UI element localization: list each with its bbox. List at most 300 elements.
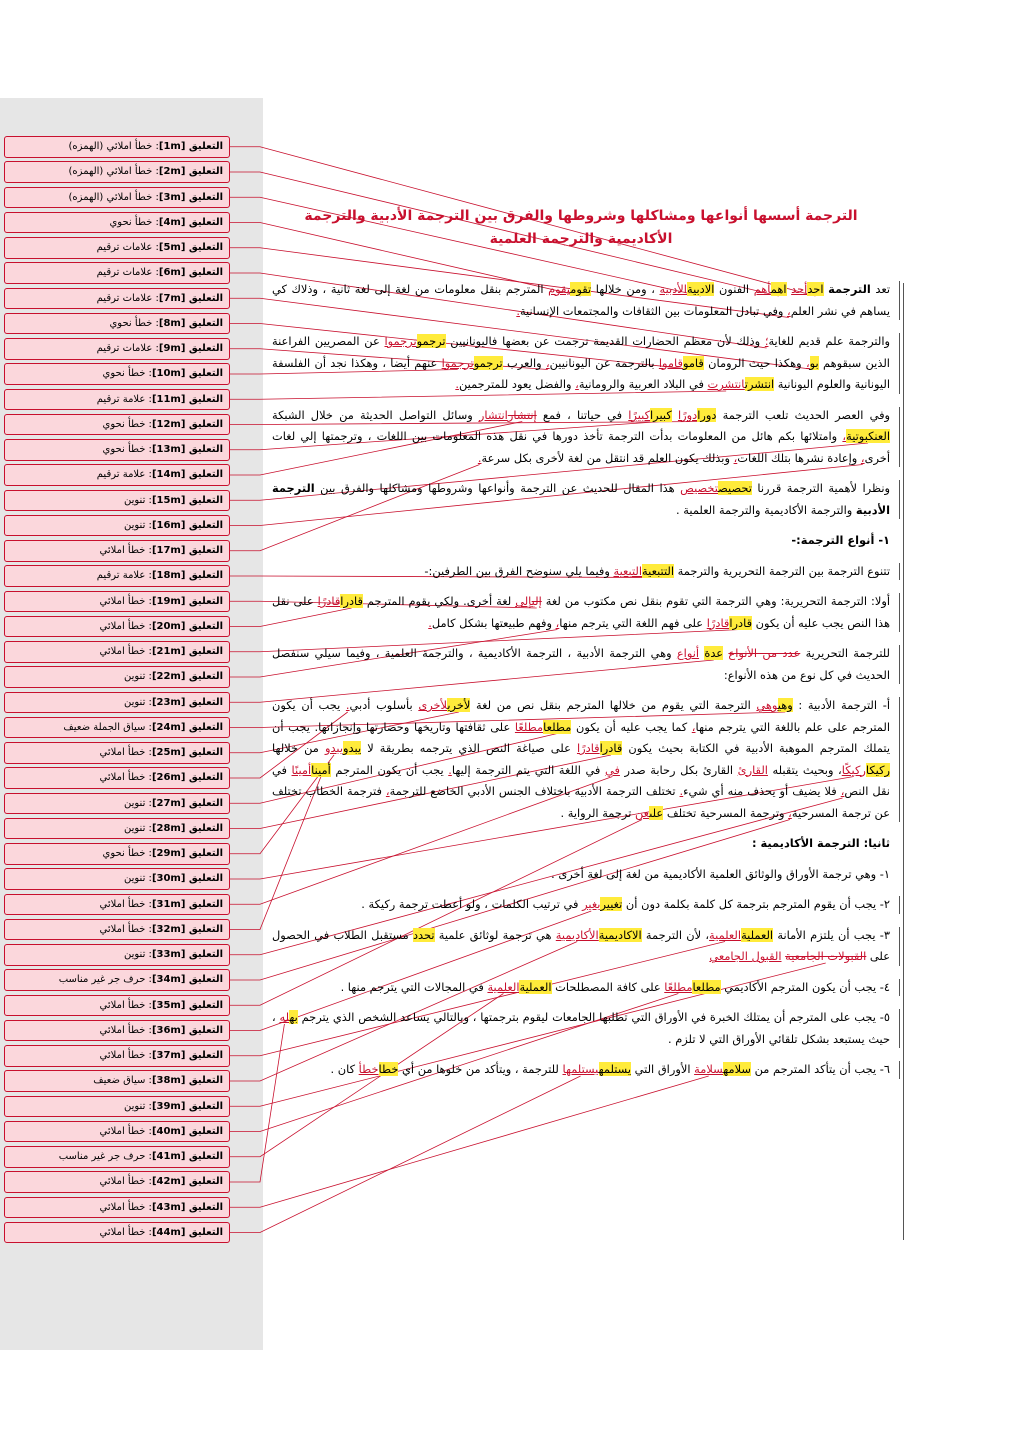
highlighted-word: دورا [697, 407, 717, 422]
inserted-text: انتشار [478, 407, 508, 422]
text-run: وامتلائها بكم هائل من المعلومات بدأت الترجمة تأخذ دورها في نقل هذه المعلومات بين اللغات ، وترجمتها إلي لغات أخرى [272, 429, 890, 465]
highlighted-word: به [289, 1010, 298, 1024]
comment-label: التعليق [19m] [151, 595, 223, 607]
inserted-text: العلمية [487, 979, 520, 994]
deleted-text: إنتشار [507, 407, 537, 422]
inserted-text: التبعية [613, 563, 643, 578]
text-run: وذلك لأن معظم الحضارات القديمة ترجمت عن بعضها فاليونانيين [445, 334, 765, 348]
comment-note: سياق ضعيف [93, 1075, 146, 1087]
comment-separator: : [145, 595, 152, 607]
comment-label: التعليق [43m] [151, 1201, 223, 1213]
inserted-text: قاموا [658, 355, 683, 370]
comment-balloon[interactable] [4, 212, 230, 234]
comment-separator: : [145, 469, 152, 481]
inserted-text: سلامة [694, 1062, 724, 1076]
comment-separator: : [145, 797, 152, 809]
comment-separator: : [145, 1075, 152, 1087]
body-paragraph [272, 925, 890, 968]
comment-separator: : [145, 671, 152, 683]
inserted-text: ، [733, 450, 738, 465]
comment-balloon[interactable] [4, 262, 230, 284]
text-run: ونظرا لأهمية الترجمة قررنا [751, 481, 890, 495]
comment-note: علامة ترقيم [96, 570, 146, 582]
text-run: ٢- يجب أن يقوم المترجم بترجمة كل كلمة بكلمة دون أن [622, 897, 890, 911]
text-run: على ثقافتها وتاريخها وحضارتها وإنجازاتها. يجب أن يتملك المترجم الموهبة الأدبية في الكتابة بحيث يكون [272, 719, 890, 755]
text-run: المترجم بنقل معلومات من لغة إلى لغة ثانية ، وذلاك كي يساهم في نشر العلم [272, 282, 890, 318]
comment-label: التعليق [11m] [151, 393, 223, 405]
highlighted-word: يستلمه [598, 1062, 632, 1076]
text-run: ١- أنواع الترجمة:- [791, 533, 890, 547]
inserted-text: . [428, 615, 432, 630]
inserted-text: ، [805, 355, 810, 370]
highlighted-word: الاكاديمية [598, 927, 642, 942]
inserted-text: أحد [791, 282, 808, 296]
comment-balloon[interactable] [4, 161, 230, 183]
deleted-text: إلي [531, 594, 542, 608]
highlighted-word: قامو [682, 355, 704, 370]
comment-label: التعليق [15m] [151, 494, 223, 506]
comment-label: التعليق [23m] [151, 696, 223, 708]
comment-connector [230, 1076, 709, 1207]
text-run: ٣- يجب أن يلتزم الأمانة [773, 927, 890, 942]
body-paragraph [272, 561, 890, 583]
text-run: على كافة المصطلحات [551, 979, 665, 994]
comment-connector [230, 1076, 581, 1233]
text-run: في ترتيب الكلمات ، ولو أعطت ترجمة ركيكة . [361, 897, 583, 911]
text-run: تختلف الترجمة الأدبية باختلاف الجنس الأدبي الخاضع للترجمة [389, 784, 680, 798]
highlighted-word: احد [807, 282, 824, 296]
comment-label: التعليق [42m] [151, 1176, 223, 1188]
comment-label: التعليق [35m] [151, 999, 223, 1011]
text-run: لغة أخرى. ولكي يقوم المترجم [362, 594, 516, 608]
inserted-text: عن [635, 805, 650, 820]
text-run: وفي العصر الحديث تلعب الترجمة [716, 407, 891, 422]
comment-separator: : [145, 444, 152, 455]
comment-note: تنوين [124, 519, 146, 531]
comment-note: سياق الجملة ضعيف [63, 721, 146, 733]
comment-note: علامات ترقيم [96, 267, 153, 279]
inserted-text: يغير [582, 897, 601, 911]
text-run: والترجمة الأكاديمية والترجمة العلمية . [676, 502, 856, 517]
highlighted-word: تحصيص [718, 481, 752, 495]
comment-balloon[interactable] [4, 288, 230, 310]
comment-label: التعليق [1m] [158, 141, 223, 152]
comment-note: خطأ املائي [99, 898, 146, 910]
highlighted-word: سلامه [723, 1062, 751, 1076]
inserted-text: الأدبية [659, 282, 687, 296]
comment-balloon[interactable] [4, 1171, 230, 1193]
comment-balloon[interactable] [4, 767, 230, 789]
inserted-text: كبيرًا [628, 407, 651, 422]
text-run: وبذلك يكون العلم قد انتقل من لغة لأخرى بكل سرعة [481, 450, 734, 465]
document-body [272, 205, 890, 1090]
deleted-text: عدد من الأنواع [728, 646, 801, 660]
comment-separator: : [145, 1201, 152, 1213]
comment-balloon[interactable] [4, 565, 230, 587]
text-run: للترجمة التحريرية [800, 646, 890, 660]
inserted-text: في [604, 762, 620, 777]
comment-separator: : [152, 166, 159, 178]
inserted-text: وهي [756, 698, 778, 712]
section-heading [272, 530, 890, 552]
text-run: تعد [870, 282, 891, 296]
comment-note: تنوين [124, 873, 146, 885]
highlighted-word: خطا [378, 1062, 399, 1076]
comment-note: تنوين [124, 671, 146, 683]
comment-note: حرف جر غير مناسب [58, 1151, 146, 1162]
highlighted-word: أمينا [311, 762, 331, 777]
comment-note: خطأ املائي [99, 999, 146, 1011]
comment-label: التعليق [2m] [158, 166, 223, 178]
comment-note: تنوين [124, 949, 146, 960]
text-run: وفي تبادل المعلومات بين الثقافات والمجتمعات الإنسانية [519, 303, 788, 318]
text-run: يجب أن يكون المترجم على علم باللغة التي يترجم منها [272, 698, 891, 734]
inserted-text: قادرًا [576, 741, 600, 755]
highlighted-word: وهي [777, 698, 793, 712]
comment-label: التعليق [41m] [151, 1151, 223, 1162]
text-run: ترجمة الرواية . [560, 805, 636, 820]
highlighted-word: ترجمو [473, 355, 503, 370]
comment-label: التعليق [38m] [151, 1075, 223, 1087]
highlighted-word: الادبية [686, 282, 715, 296]
text-run: الأوراق التي [631, 1062, 695, 1076]
inserted-text: . [516, 303, 520, 318]
comment-label: التعليق [27m] [151, 797, 223, 809]
inserted-text: له [279, 1010, 290, 1024]
highlighted-word: العنكبوتية [846, 429, 890, 443]
comment-separator: : [145, 519, 152, 531]
comment-balloon[interactable] [4, 1121, 230, 1143]
inserted-text: أنواع [676, 646, 700, 660]
comment-separator: : [145, 848, 152, 859]
comment-balloon[interactable] [4, 616, 230, 638]
comment-balloon[interactable] [4, 540, 230, 562]
comment-balloon[interactable] [4, 641, 230, 663]
comment-balloon[interactable] [4, 1146, 230, 1168]
text-run: عنهم أيضا ، وهكذا نجد أن الفلسفة اليونانية والعلوم اليونانية [272, 355, 890, 391]
inserted-text: يقوم [548, 282, 571, 296]
text-run: وهي الترجمة الأدبية ، الترجمة الأكاديمية ، والترجمة العلمية ، وفيما سيلي سنفصل الحديث في كل نوع من هذه الأنواع: [272, 646, 890, 682]
comment-balloon[interactable] [4, 818, 230, 840]
text-run: تتنوع الترجمة بين الترجمة التحريرية والترجمة [674, 563, 890, 578]
comment-label: التعليق [34m] [151, 974, 223, 986]
inserted-text: يبدو [324, 741, 344, 755]
comment-balloon[interactable] [4, 919, 230, 941]
text-run: وترجمة المسرحية تختلف [663, 805, 789, 820]
inserted-text: ؛ [764, 334, 769, 348]
comment-label: التعليق [13m] [151, 444, 223, 455]
comment-separator: : [145, 696, 152, 708]
comment-label: التعليق [26m] [151, 772, 223, 784]
comment-label: التعليق [39m] [151, 1100, 223, 1112]
text-run: والعرب [502, 355, 546, 370]
inserted-text: . [455, 377, 459, 391]
body-paragraph [272, 894, 890, 916]
comment-balloon[interactable] [4, 313, 230, 335]
inserted-text: . [345, 698, 350, 712]
comment-separator: : [145, 1125, 152, 1137]
comment-separator: : [152, 292, 159, 304]
text-run: ١- وهي ترجمة الأوراق والوثائق العلمية الأكاديمية من لغة إلى لغة أخرى . [551, 866, 890, 881]
text-run: ٥- يجب على المترجم أن يمتلك الخبرة في الأوراق التي تطلبها الجامعات ليقوم بترجمتها ، وبالتالي يساعد الشخص الذي يترجم [297, 1010, 890, 1024]
comment-note: خطأ املائي [99, 1050, 146, 1061]
text-run: على نقل هذا النص يجب عليه أن يكون [272, 594, 890, 630]
comment-balloon[interactable] [4, 894, 230, 916]
comment-note: خطأ نحوي [102, 418, 146, 430]
comment-label: التعليق [17m] [151, 545, 223, 556]
comment-note: خطأ املائي [99, 545, 146, 556]
comment-balloon[interactable] [4, 717, 230, 739]
inserted-text: ، [840, 784, 845, 798]
comment-balloon[interactable] [4, 1197, 230, 1219]
text-run: أولا: الترجمة التحريرية: وهي الترجمة التي تقوم بنقل نص مكتوب من لغة [541, 594, 891, 608]
comment-label: التعليق [18m] [151, 570, 223, 582]
bold-term: الترجمة [828, 282, 871, 296]
text-run: في حياتنا ، فمع [536, 407, 629, 422]
comment-balloon[interactable] [4, 666, 230, 688]
comment-label: التعليق [44m] [151, 1226, 223, 1238]
comment-note: خطأ نحوي [102, 368, 146, 380]
text-run: ٤- يجب أن يكون المترجم الأكاديمي [720, 979, 890, 994]
comment-separator: : [145, 494, 152, 506]
comment-note: خطأ املائي [99, 772, 146, 784]
inserted-text: أمينًا [291, 762, 312, 777]
bold-term: الترجمة الأدبية [272, 481, 890, 517]
inserted-text: قادرًا [706, 615, 730, 630]
comment-note: خطأ املائي (الهمزه) [68, 141, 153, 152]
comment-balloon[interactable] [4, 969, 230, 991]
text-run: الترجمة التي يقوم من خلالها المترجم بنقل نص من لغة [470, 698, 757, 712]
comment-note: خطأ املائي [99, 1176, 146, 1188]
comment-label: التعليق [5m] [158, 242, 223, 253]
comment-balloon[interactable] [4, 136, 230, 158]
comment-separator: : [145, 1050, 152, 1061]
comment-balloon[interactable] [4, 1020, 230, 1042]
comment-note: خطأ املائي [99, 1201, 146, 1213]
comment-balloon[interactable] [4, 1045, 230, 1067]
text-run: هي ترجمة لوثائق علمية [434, 927, 556, 942]
inserted-text: ، [788, 805, 792, 820]
highlighted-word: قادرا [599, 741, 623, 755]
text-run: ، وبحيث يتقبله [767, 762, 842, 777]
comment-separator: : [152, 317, 159, 329]
comment-label: التعليق [21m] [151, 646, 223, 657]
body-paragraph [272, 1007, 890, 1050]
comment-note: حرف جر غير مناسب [58, 974, 146, 986]
comment-separator: : [145, 368, 152, 380]
highlighted-word: تغيير [600, 897, 623, 911]
comment-label: التعليق [9m] [158, 343, 223, 354]
text-run: وفهم طبيعتها بشكل كامل [431, 615, 556, 630]
highlighted-word: بو [809, 355, 819, 370]
highlighted-word: تحدد [412, 927, 435, 942]
inserted-text: دورًا [677, 407, 698, 422]
highlighted-word: قادرا [729, 615, 753, 630]
comment-balloon[interactable] [4, 692, 230, 714]
comment-balloon[interactable] [4, 414, 230, 436]
comment-balloon[interactable] [4, 868, 230, 890]
comment-note: علامات ترقيم [96, 292, 153, 304]
comment-separator: : [152, 267, 159, 279]
comment-separator: : [145, 1024, 152, 1036]
highlighted-word: انتشرت [744, 377, 775, 391]
comment-note: علامات ترقيم [96, 343, 153, 354]
highlighted-word: العملية [741, 927, 774, 942]
inserted-text: ، [555, 615, 560, 630]
highlighted-word: يبدو [343, 741, 362, 755]
comment-note: خطأ نحوي [109, 216, 153, 228]
inserted-text: قادرًا [317, 594, 341, 608]
comment-separator: : [145, 974, 152, 986]
comment-balloon[interactable] [4, 1096, 230, 1118]
comment-label: التعليق [25m] [151, 747, 223, 758]
highlighted-word: على [649, 805, 664, 820]
comment-label: التعليق [32m] [151, 923, 223, 935]
text-run: ٦- يجب أن يتأكد المترجم من [750, 1062, 890, 1076]
comment-note: خطأ املائي [99, 1125, 146, 1137]
highlighted-word: ترجمو [416, 334, 446, 348]
inserted-text: ، [842, 429, 847, 443]
comment-label: التعليق [10m] [151, 368, 223, 380]
inserted-text: يستلمها [562, 1062, 599, 1076]
comment-balloon[interactable] [4, 439, 230, 461]
body-paragraph [272, 643, 890, 686]
comment-separator: : [145, 772, 152, 784]
comment-note: علامات ترقيم [96, 242, 153, 253]
comment-balloon[interactable] [4, 793, 230, 815]
body-paragraph [272, 405, 890, 470]
comment-balloon[interactable] [4, 944, 230, 966]
text-run: ، لأن الترجمة [641, 927, 710, 942]
inserted-text: ، [787, 303, 791, 318]
comment-balloon[interactable] [4, 742, 230, 764]
comment-balloon[interactable] [4, 237, 230, 259]
comment-label: التعليق [7m] [158, 292, 223, 304]
comment-note: تنوين [124, 494, 146, 506]
comment-balloon[interactable] [4, 363, 230, 385]
comment-separator: : [145, 620, 152, 632]
inserted-text: ، [860, 450, 865, 465]
comment-separator: : [145, 721, 152, 733]
comment-balloon[interactable] [4, 995, 230, 1017]
text-run: مستقبل الطلاب في الحصول على [272, 927, 890, 963]
inserted-text: أهم [753, 282, 771, 296]
comment-label: التعليق [4m] [158, 216, 223, 228]
comment-balloon[interactable] [4, 187, 230, 209]
comment-balloon[interactable] [4, 515, 230, 537]
comment-separator: : [145, 545, 152, 556]
text-run: ، ومن خلالها [591, 282, 660, 296]
highlighted-word: ركيكا [865, 762, 890, 777]
comments-list [4, 136, 230, 1247]
comment-balloon[interactable] [4, 338, 230, 360]
inserted-text: مطلعًا [664, 979, 693, 994]
comment-balloon[interactable] [4, 389, 230, 411]
text-run: في اللغة التي يتم الترجمة إليها [451, 762, 605, 777]
comment-note: خطأ املائي [99, 646, 146, 657]
inserted-text: ركيكًا [841, 762, 866, 777]
inserted-text: ترجموا [441, 355, 474, 370]
comment-note: خطأ املائي (الهمزه) [68, 191, 153, 203]
comment-separator: : [145, 949, 152, 960]
body-paragraph [272, 977, 890, 999]
comment-separator: : [152, 141, 159, 152]
inserted-text: تخصيص [680, 481, 719, 495]
comment-balloon[interactable] [4, 464, 230, 486]
text-run: فلا يضيف أو يحذف منه أي شيء [683, 784, 841, 798]
text-run: في نقل النص [272, 762, 890, 798]
comment-label: التعليق [28m] [151, 822, 223, 834]
inserted-text: القارئ [737, 762, 768, 777]
body-paragraph [272, 591, 890, 634]
document-paragraphs [272, 279, 890, 1081]
comment-label: التعليق [31m] [151, 898, 223, 910]
text-run: كان . [330, 1062, 359, 1076]
comment-balloon[interactable] [4, 843, 230, 865]
comment-balloon[interactable] [4, 490, 230, 512]
highlighted-word: لأخري [447, 698, 471, 712]
inserted-text: ، [575, 377, 579, 391]
text-run: القارئ بكل رحابة صدر [619, 762, 738, 777]
inserted-text: مطلعًا [514, 719, 544, 734]
body-paragraph [272, 331, 890, 396]
highlighted-word: مطلعا [543, 719, 572, 734]
comment-label: التعليق [6m] [158, 267, 223, 279]
comment-balloon[interactable] [4, 1070, 230, 1092]
comment-separator: : [145, 393, 152, 405]
text-run: أ- الترجمة الأدبية : [792, 698, 890, 712]
text-run: للترجمة ، ويتأكد من خلوها من أي [398, 1062, 563, 1076]
comment-label: التعليق [29m] [151, 848, 223, 859]
comment-note: تنوين [124, 1100, 146, 1112]
comment-separator: : [145, 418, 152, 430]
comment-label: التعليق [36m] [151, 1024, 223, 1036]
comment-note: خطأ نحوي [109, 317, 153, 329]
comment-label: التعليق [33m] [151, 949, 223, 960]
comment-separator: : [152, 242, 159, 253]
comment-balloon[interactable] [4, 591, 230, 613]
comment-note: خطأ املائي (الهمزه) [68, 166, 153, 178]
inserted-text: خطأ [358, 1062, 379, 1076]
comment-balloon[interactable] [4, 1222, 230, 1244]
inserted-text: انتشرت [707, 377, 745, 391]
comment-separator: : [145, 822, 152, 834]
inserted-text: ترجموا [384, 334, 417, 348]
comment-note: خطأ املائي [99, 923, 146, 935]
highlighted-word: التتبعية [642, 563, 675, 578]
comment-note: خطأ املائي [99, 620, 146, 632]
highlighted-word: عدة [704, 646, 724, 660]
comment-separator: : [145, 570, 152, 582]
inserted-text: . [448, 762, 452, 777]
inserted-text: . [679, 784, 684, 798]
comment-label: التعليق [40m] [151, 1125, 223, 1137]
highlighted-word: قادرا [340, 594, 363, 608]
text-run: يجب أن يكون المترجم [330, 762, 449, 777]
comment-label: التعليق [30m] [151, 873, 223, 885]
comment-note: خطأ املائي [99, 595, 146, 607]
comment-separator: : [145, 646, 152, 657]
inserted-text: . [477, 450, 482, 465]
comment-separator: : [145, 747, 152, 758]
comment-label: التعليق [24m] [151, 721, 223, 733]
text-run: فترجمة الخطاب تختلف عن ترجمة المسرحية [272, 784, 890, 820]
text-run: بالترجمة عن اليونانيين [549, 355, 659, 370]
comment-note: خطأ نحوي [102, 444, 146, 455]
comment-separator: : [145, 1226, 152, 1238]
comment-note: تنوين [124, 822, 146, 834]
comment-label: التعليق [37m] [151, 1050, 223, 1061]
